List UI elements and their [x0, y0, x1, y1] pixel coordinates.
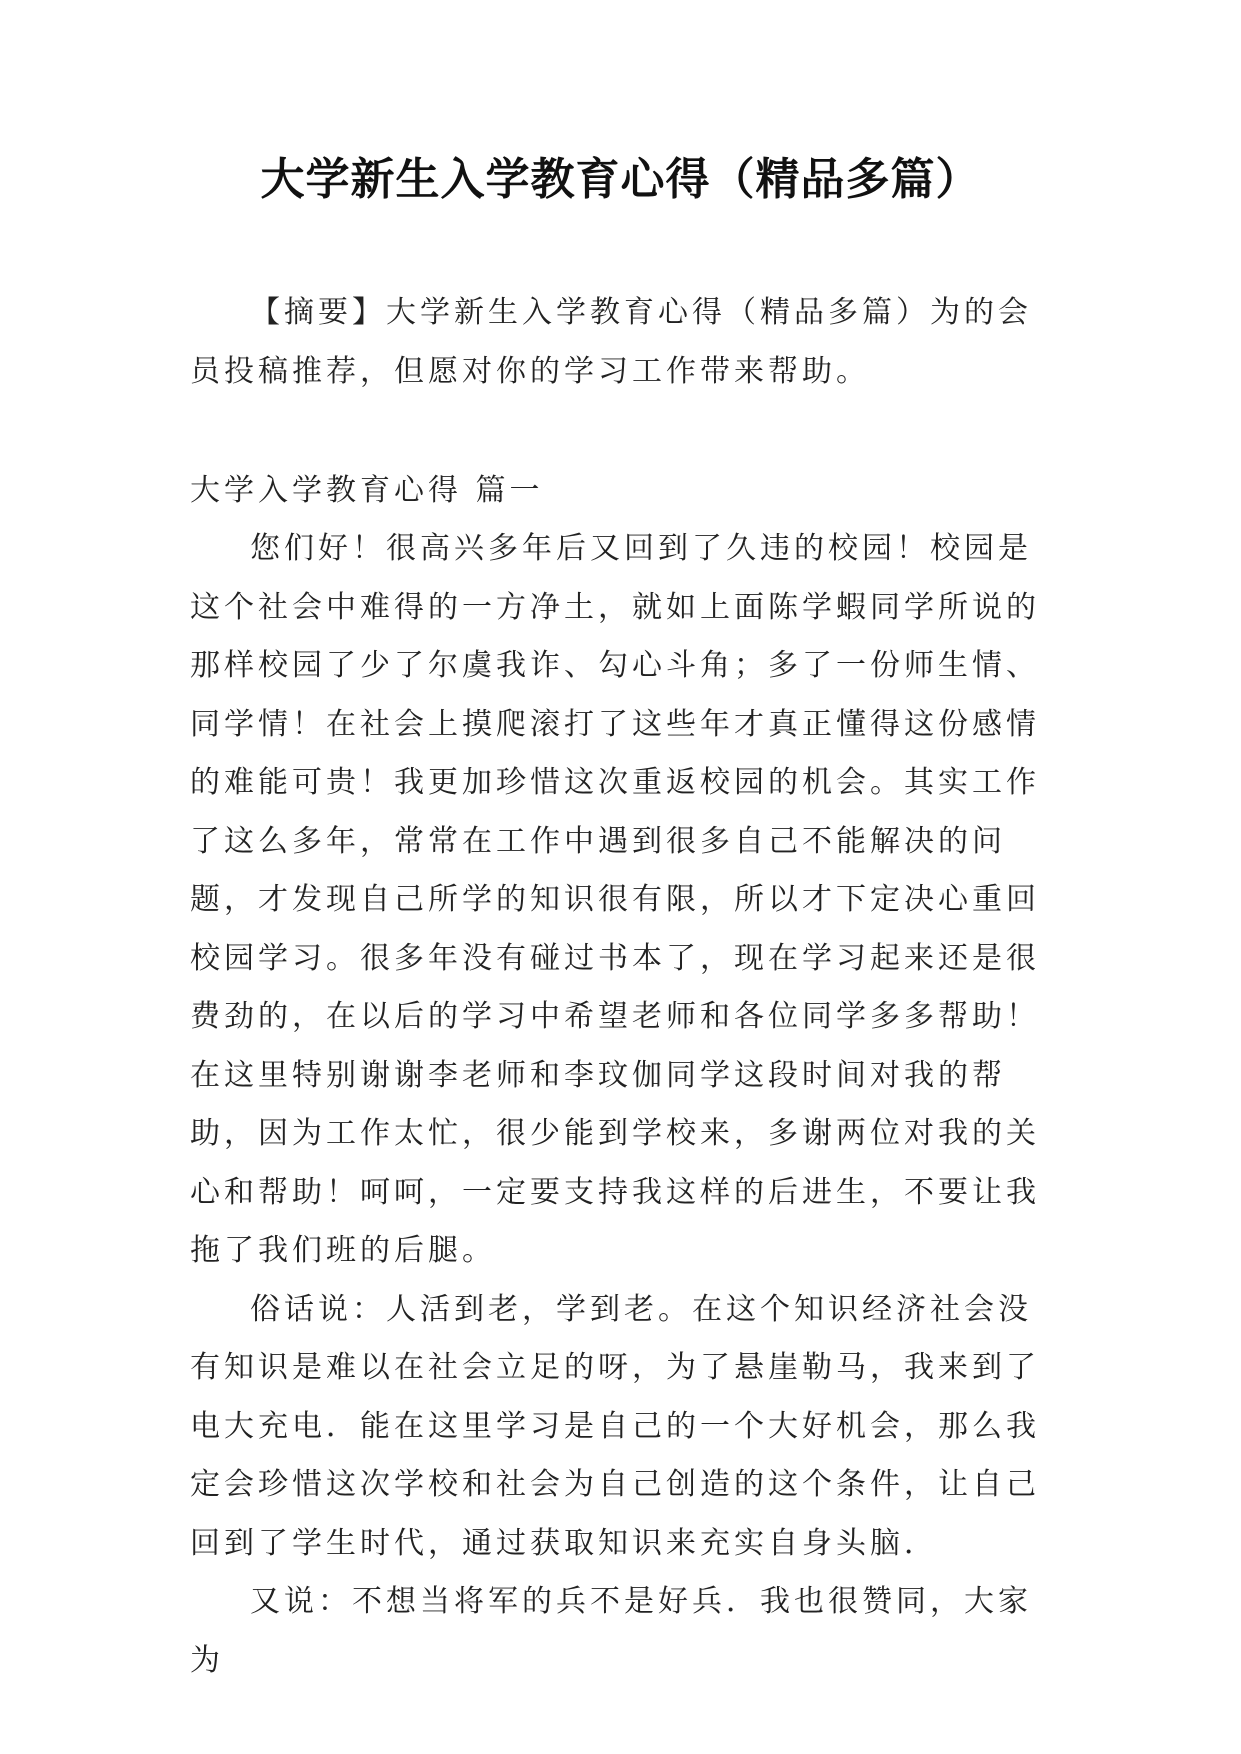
- body-paragraph-3: 又说：不想当将军的兵不是好兵．我也很赞同，大家为: [190, 1584, 1032, 1678]
- body-text: [190, 520, 1050, 1690]
- summary-paragraph: 【摘要】大学新生入学教育心得（精品多篇）为的会员投稿推荐，但愿对你的学习工作带来帮助。: [190, 295, 1032, 389]
- body-paragraph-2: 俗话说：人活到老，学到老。在这个知识经济社会没有知识是难以在社会立足的呀，为了悬崖勒马，我来到了电大充电．能在这里学习是自己的一个大好机会，那么我定会珍惜这次学校和社会为自己创造的这个条件，让自己回到了学生时代，通过获取知识来充实自身头脑．: [190, 1291, 1040, 1561]
- summary-block: [190, 284, 1050, 401]
- document-title: 大学新生入学教育心得（精品多篇）: [260, 154, 981, 205]
- section-heading: 大学入学教育心得 篇一: [190, 473, 544, 508]
- body-paragraph-1: 您们好！很高兴多年后又回到了久违的校园！校园是这个社会中难得的一方净土，就如上面陈学蝦同学所说的那样校园了少了尔虞我诈、勾心斗角；多了一份师生情、同学情！在社会上摸爬滚打了这些年才真正懂得这份感情的难能可贵！我更加珍惜这次重返校园的机会。其实工作了这么多年，常常在工作中遇到很多自己不能解决的问题，才发现自己所学的知识很有限，所以才下定决心重回校园学习。很多年没有碰过书本了，现在学习起来还是很费劲的，在以后的学习中希望老师和各位同学多多帮助！在这里特别谢谢李老师和李玟伽同学这段时间对我的帮助，因为工作太忙，很少能到学校来，多谢两位对我的关心和帮助！呵呵，一定要支持我这样的后进生，不要让我拖了我们班的后腿。: [190, 531, 1040, 1268]
